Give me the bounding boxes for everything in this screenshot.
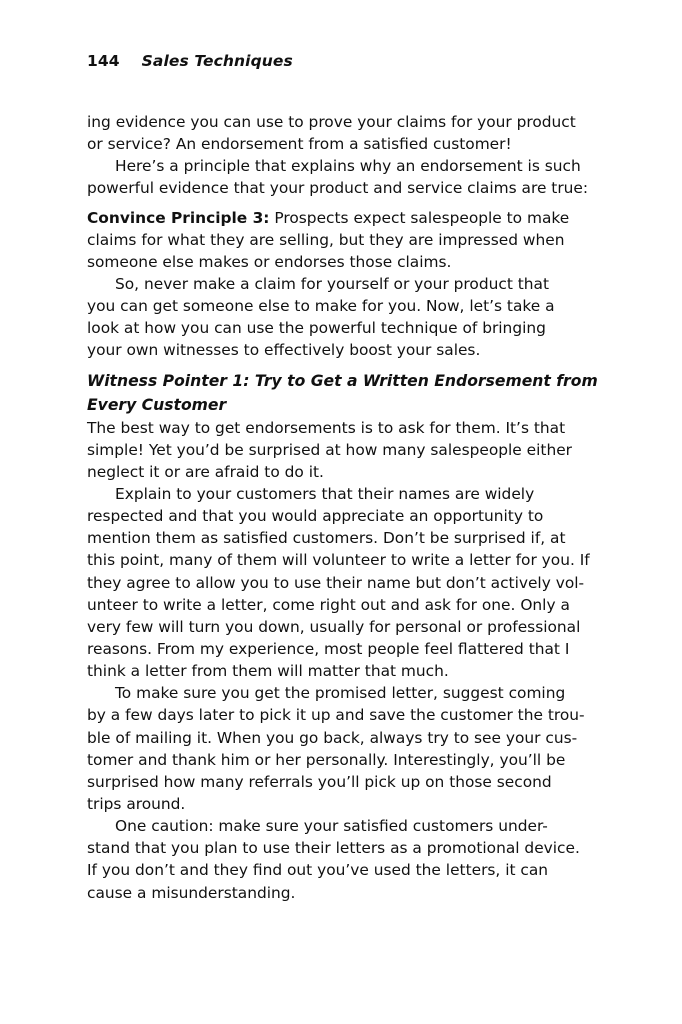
text-line: simple! Yet you’d be surprised at how many salespeople either bbox=[87, 440, 572, 459]
text-line: One caution: make sure your satisfied customers under- bbox=[115, 817, 548, 836]
paragraph-3 bbox=[87, 273, 599, 362]
paragraph-6 bbox=[87, 682, 599, 815]
principle-first-line bbox=[87, 207, 599, 229]
text-line: tomer and thank him or her personally. Interestingly, you’ll be bbox=[87, 750, 566, 769]
running-head bbox=[87, 52, 293, 70]
text-line: they agree to allow you to use their name but don’t actively vol- bbox=[87, 573, 585, 592]
convince-principle bbox=[87, 207, 599, 273]
text-line: think a letter from them will matter that much. bbox=[87, 662, 449, 681]
text-line: this point, many of them will volunteer to write a letter for you. If bbox=[87, 551, 590, 570]
text-line: Here’s a principle that explains why an endorsement is such bbox=[115, 157, 581, 176]
text-line: mention them as satisfied customers. Don’t be surprised if, at bbox=[87, 529, 566, 548]
text-line: by a few days later to pick it up and save the customer the trou- bbox=[87, 706, 585, 725]
text-line: or service? An endorsement from a satisfied customer! bbox=[87, 135, 512, 154]
text-line: If you don’t and they find out you’ve used the letters, it can bbox=[87, 861, 549, 880]
text-line: cause a misunderstanding. bbox=[87, 883, 296, 902]
paragraph-5 bbox=[87, 483, 599, 682]
text-line: trips around. bbox=[87, 794, 186, 813]
paragraph-4 bbox=[87, 417, 599, 483]
text-line: So, never make a claim for yourself or your product that bbox=[115, 274, 550, 293]
principle-text: Prospects expect salespeople to make bbox=[269, 208, 570, 227]
text-line: ble of mailing it. When you go back, always try to see your cus- bbox=[87, 728, 578, 747]
text-line: look at how you can use the powerful technique of bringing bbox=[87, 319, 546, 338]
text-line: reasons. From my experience, most people feel flattered that I bbox=[87, 639, 570, 658]
text-line: Explain to your customers that their names are widely bbox=[115, 484, 535, 503]
text-line: To make sure you get the promised letter, suggest coming bbox=[115, 684, 566, 703]
text-line: stand that you plan to use their letters as a promotional device. bbox=[87, 839, 580, 858]
text-line: ing evidence you can use to prove your claims for your product bbox=[87, 113, 576, 131]
witness-pointer-heading bbox=[87, 369, 599, 417]
section-title: Sales Techniques bbox=[141, 52, 293, 70]
page-number: 144 bbox=[87, 52, 120, 70]
body-text bbox=[87, 111, 599, 904]
text-line: very few will turn you down, usually for personal or professional bbox=[87, 617, 581, 636]
text-line: you can get someone else to make for you. Now, let’s take a bbox=[87, 297, 555, 316]
text-line: neglect it or are afraid to do it. bbox=[87, 462, 324, 481]
heading-line: Every Customer bbox=[87, 395, 227, 414]
paragraph-7 bbox=[87, 815, 599, 904]
principle-label: Convince Principle 3: bbox=[87, 208, 270, 227]
text-line: The best way to get endorsements is to ask for them. It’s that bbox=[87, 418, 566, 437]
text-line: unteer to write a letter, come right out and ask for one. Only a bbox=[87, 595, 570, 614]
text-line: respected and that you would appreciate an opportunity to bbox=[87, 507, 544, 526]
text-line: someone else makes or endorses those claims. bbox=[87, 252, 452, 271]
paragraph-1 bbox=[87, 111, 599, 155]
heading-line: Witness Pointer 1: Try to Get a Written Endorsement from bbox=[87, 371, 598, 390]
paragraph-2 bbox=[87, 155, 599, 199]
text-line: your own witnesses to effectively boost your sales. bbox=[87, 341, 481, 360]
text-line: surprised how many referrals you’ll pick up on those second bbox=[87, 772, 552, 791]
text-line: powerful evidence that your product and service claims are true: bbox=[87, 179, 589, 198]
text-line: claims for what they are selling, but they are impressed when bbox=[87, 230, 565, 249]
